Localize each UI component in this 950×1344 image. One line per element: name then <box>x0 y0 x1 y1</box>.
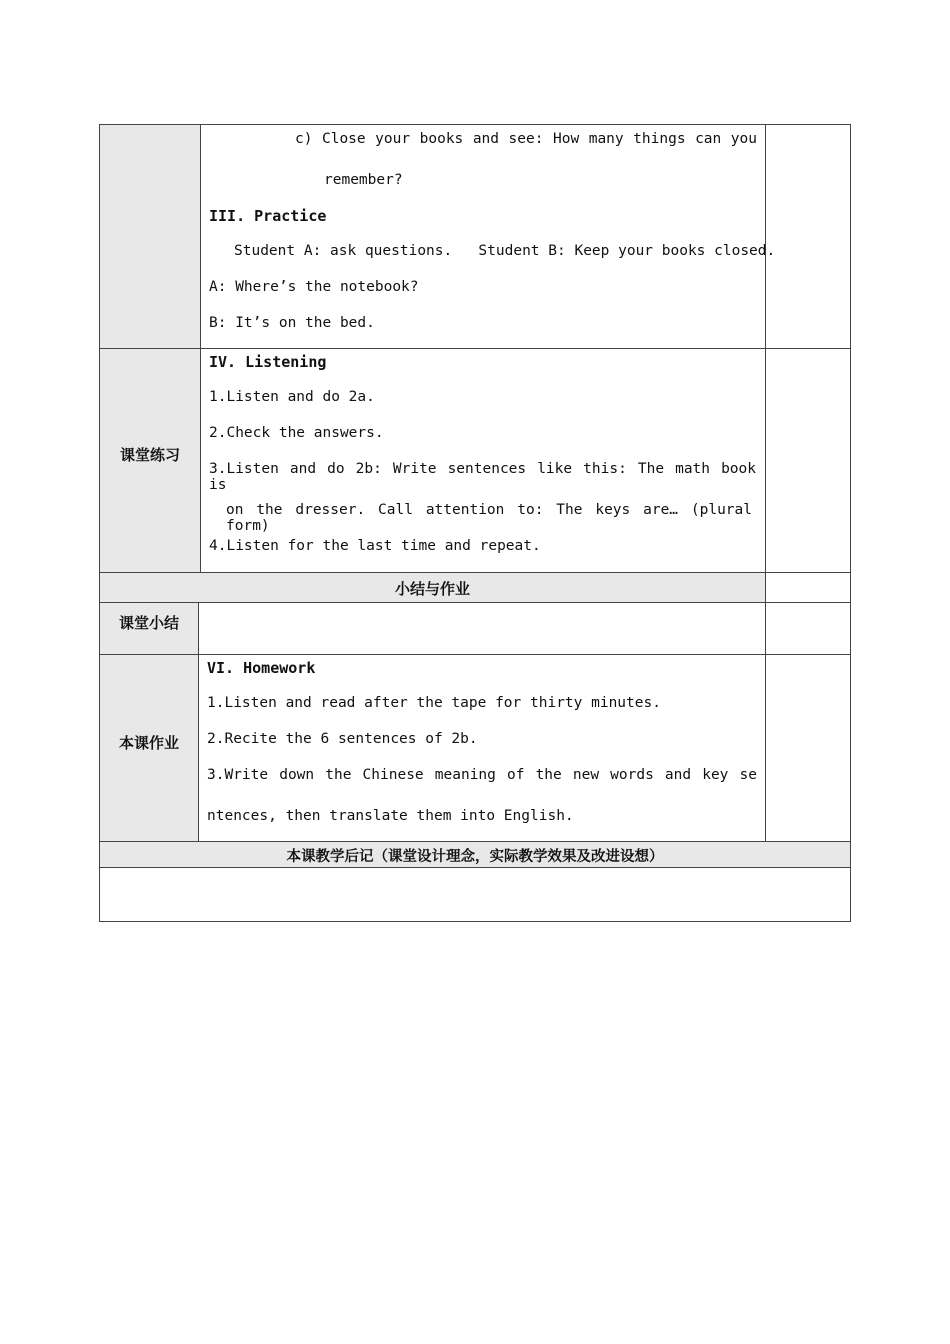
listening-step-3-cont: on the dresser. Call attention to: The keys are… (plural form) <box>226 502 752 534</box>
lesson-plan-table <box>99 124 851 922</box>
homework-heading: VI. Homework <box>207 659 316 677</box>
practice-line-remember: remember? <box>324 172 403 188</box>
label-cell-practice <box>100 125 200 348</box>
reflection-header: 本课教学后记（课堂设计理念，实际教学效果及改进设想） <box>286 849 664 865</box>
listening-heading: IV. Listening <box>209 353 327 371</box>
practice-instructions: Student A: ask questions. Student B: Keep your books closed. <box>234 243 776 259</box>
homework-item-2: 2.Recite the 6 sentences of 2b. <box>207 731 478 747</box>
listening-step-3: 3.Listen and do 2b: Write sentences like this: The math book is <box>209 461 756 493</box>
practice-answer: B: It’s on the bed. <box>209 315 375 331</box>
summary-label: 课堂小结 <box>118 614 179 632</box>
listening-step-4: 4.Listen for the last time and repeat. <box>209 538 541 554</box>
homework-item-1: 1.Listen and read after the tape for thirty minutes. <box>207 695 661 711</box>
practice-line-c: c) Close your books and see: How many things can you <box>295 131 757 147</box>
homework-item-3-cont: ntences, then translate them into English. <box>207 808 574 824</box>
listening-step-2: 2.Check the answers. <box>209 425 384 441</box>
summary-header: 小结与作业 <box>394 580 470 598</box>
homework-label: 本课作业 <box>118 734 179 752</box>
homework-item-3: 3.Write down the Chinese meaning of the new words and key se <box>207 767 757 783</box>
listening-step-1: 1.Listen and do 2a. <box>209 389 375 405</box>
listening-label: 课堂练习 <box>119 446 180 464</box>
practice-question: A: Where’s the notebook? <box>209 279 419 295</box>
practice-heading: III. Practice <box>209 207 327 225</box>
